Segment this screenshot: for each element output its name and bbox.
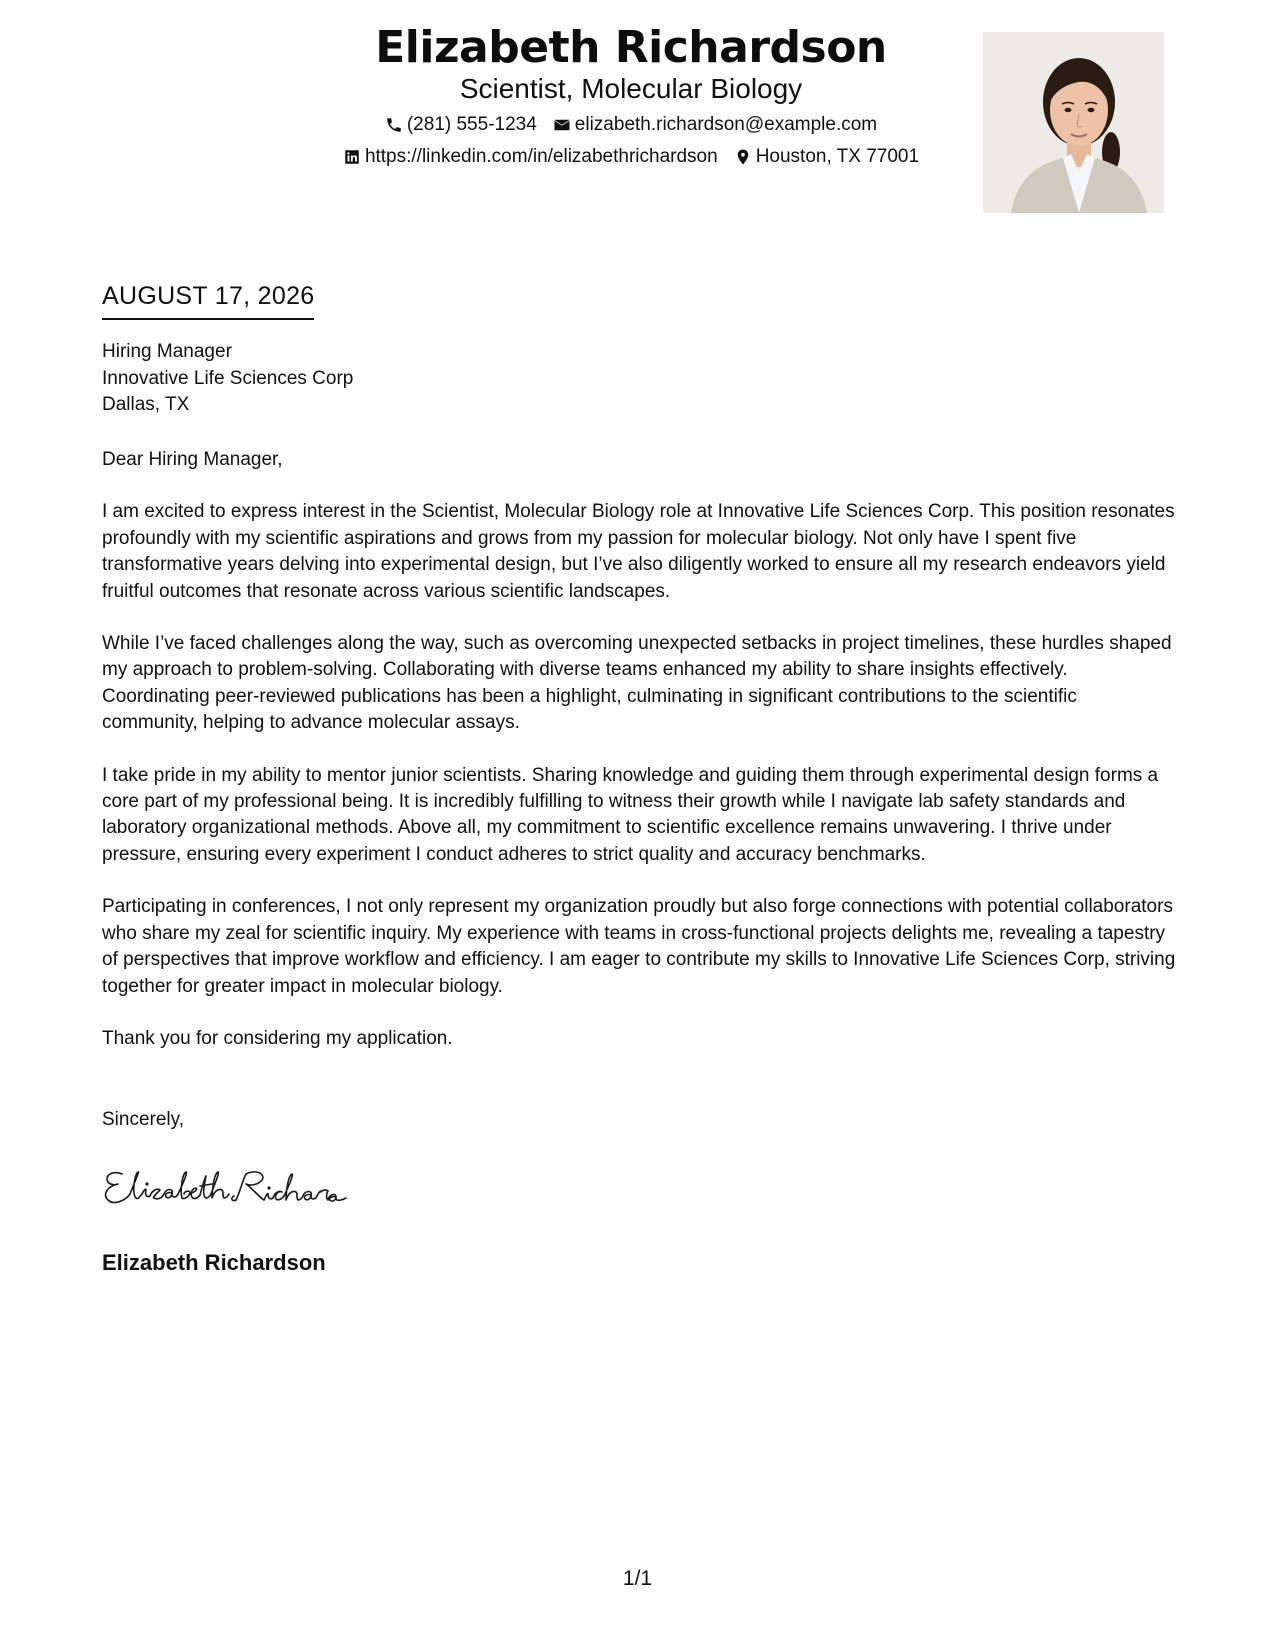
recipient-block	[102, 339, 353, 419]
closing: Sincerely,	[102, 1109, 185, 1130]
page-number: 1/1	[622, 1567, 653, 1590]
letter-date: AUGUST 17, 2026	[102, 280, 314, 320]
handwritten-signature	[100, 1160, 370, 1210]
letter-header	[0, 0, 1275, 240]
email-text: elizabeth.richardson@example.com	[574, 114, 878, 135]
recipient-title: Hiring Manager	[102, 341, 232, 362]
contact-email[interactable]	[553, 112, 877, 138]
contact-location	[734, 144, 919, 170]
contact-linkedin[interactable]	[343, 144, 718, 170]
linkedin-icon	[343, 148, 361, 166]
phone-icon	[385, 116, 403, 134]
location-text: Houston, TX 77001	[755, 146, 920, 167]
applicant-name: Elizabeth Richardson	[375, 22, 887, 73]
phone-text: (281) 555-1234	[406, 114, 537, 135]
linkedin-text: https://linkedin.com/in/elizabethrichardson	[364, 146, 718, 167]
letter-body	[102, 447, 1177, 1078]
body-paragraph-2: While I’ve faced challenges along the way, such as overcoming unexpected setbacks in project timelines, these hurdles shaped my approach to problem-solving. Collaborating with diverse teams enhanced my ability to share insights effectively. Coordinating peer-reviewed publications has been a highlight, culminating in significant contributions to the scientific community, helping to advance molecular assays.	[102, 633, 1172, 734]
applicant-role: Scientist, Molecular Biology	[459, 73, 803, 104]
contact-phone[interactable]	[385, 112, 537, 138]
map-pin-icon	[734, 148, 752, 166]
thank-you-line: Thank you for considering my application.	[102, 1027, 453, 1049]
body-paragraph-4: Participating in conferences, I not only represent my organization proudly but also forge connections with potential collaborators who share my zeal for scientific inquiry. My experience with teams in cross-functional projects delights me, revealing a tapestry of perspectives that improve workflow and efficiency. I am eager to contribute my skills to Innovative Life Sciences Corp, striving together for greater impact in molecular biology.	[102, 896, 1176, 997]
profile-photo	[983, 32, 1164, 213]
envelope-icon	[553, 116, 571, 134]
recipient-location: Dallas, TX	[102, 394, 190, 415]
recipient-company: Innovative Life Sciences Corp	[102, 367, 354, 389]
body-paragraph-1: I am excited to express interest in the Scientist, Molecular Biology role at Innovative Life Sciences Corp. This position resonates profoundly with my scientific aspirations and grows from my passion for molecular biology. Not only have I spent five transformative years delving into experimental design, but I’ve also diligently worked to ensure all my research endeavors yield fruitful outcomes that resonate across various scientific landscapes.	[102, 501, 1175, 602]
signer-name: Elizabeth Richardson	[102, 1250, 326, 1275]
greeting: Dear Hiring Manager,	[102, 449, 283, 470]
body-paragraph-3: I take pride in my ability to mentor junior scientists. Sharing knowledge and guiding them through experimental design forms a core part of my professional being. It is incredibly fulfilling to witness their growth while I navigate lab safety standards and laboratory organizational methods. Above all, my commitment to scientific excellence remains unwavering. I thrive under pressure, ensuring every experiment I conduct adheres to strict quality and accuracy benchmarks.	[102, 764, 1159, 865]
